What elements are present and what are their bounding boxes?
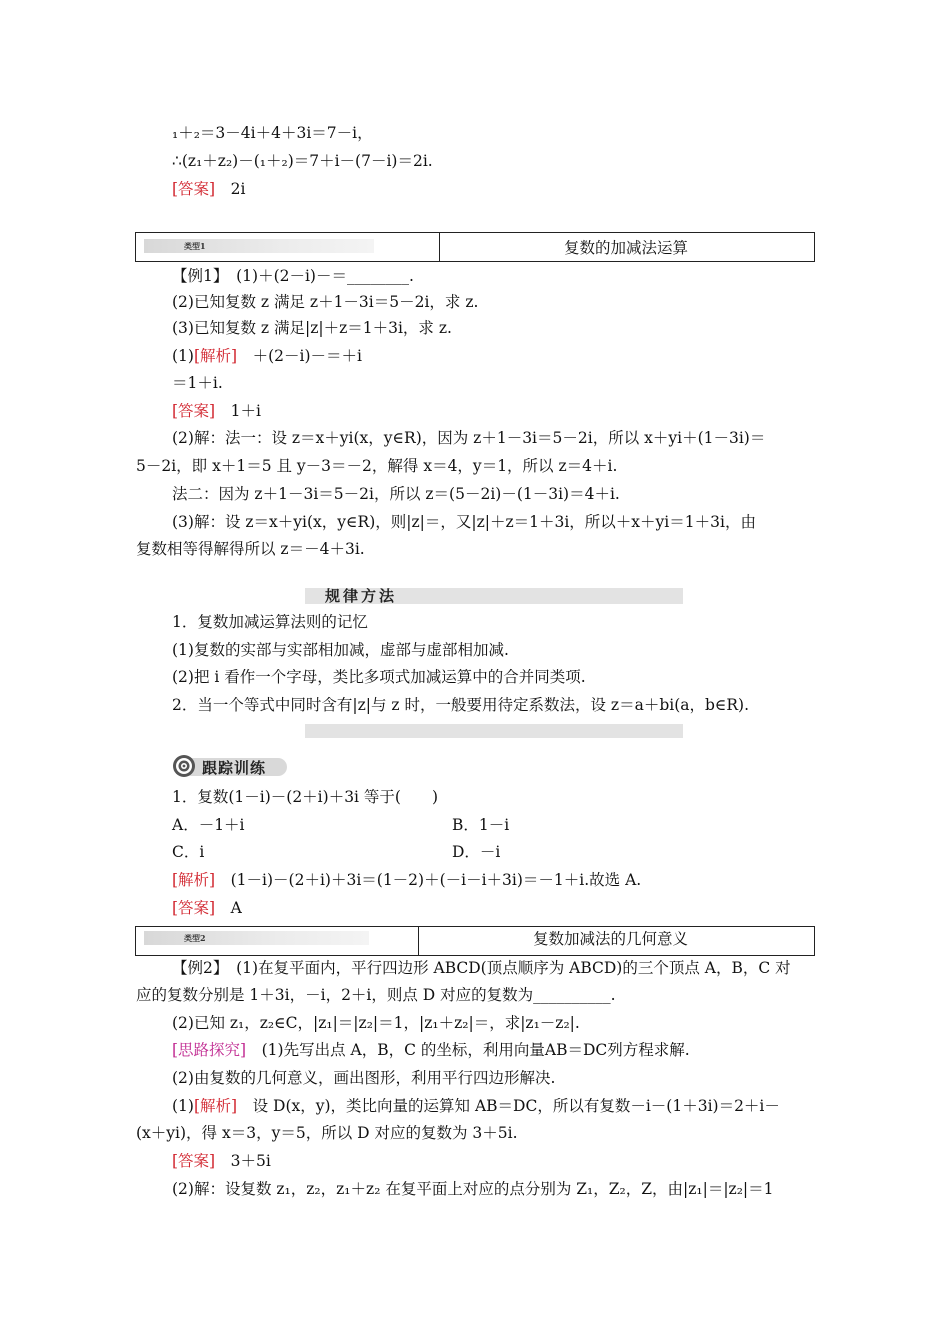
answer-tag: [答案] (172, 180, 216, 198)
answer-tag: [答案] (172, 402, 216, 420)
answer-value: A (230, 899, 242, 917)
part-number: (1) (172, 1097, 194, 1115)
analysis-line (172, 870, 641, 890)
method-line: (1)复数的实部与实部相加减，虚部与虚部相加减. (172, 641, 509, 659)
header-divider (418, 927, 419, 955)
training-label: 跟踪训练 (202, 759, 267, 777)
type-label-bar (144, 239, 374, 253)
method-bottom-bar (305, 724, 683, 738)
question-line: 1．复数(1－i)－(2＋i)＋3i 等于( ) (172, 788, 439, 806)
section-header-type1 (135, 232, 815, 262)
method-line: 2．当一个等式中同时含有|z|与 z 时，一般要用待定系数法，设 z＝a＋bi(a，b∈R). (172, 696, 750, 714)
type-tag: 类型2 (184, 933, 206, 943)
section-title: 复数的加减法运算 (564, 239, 689, 257)
analysis-line (172, 346, 362, 366)
solution-line: (2)解：法一：设 z＝x＋yi(x，y∈R)，因为 z＋1－3i＝5－2i，所以 x＋yi＋(1－3i)＝ (172, 429, 766, 447)
answer-line (172, 401, 261, 421)
type-label-bar (144, 931, 369, 945)
section-header-type2 (135, 926, 815, 956)
type-tag: 类型1 (184, 241, 206, 251)
option-b: B．1－i (452, 816, 510, 834)
analysis-tag: [解析] (193, 1097, 238, 1115)
analysis-tag: [解析] (193, 347, 238, 365)
answer-tag: [答案] (172, 899, 216, 917)
method-heading: 规律方法 (325, 587, 398, 605)
idea-line (172, 1040, 690, 1060)
analysis-text: ＋(2－i)－＝＋i (237, 347, 362, 365)
analysis-text: 设 D(x，y)，类比向量的运算知 AB＝DC，所以有复数－i－(1＋3i)＝2＋i－ (252, 1097, 780, 1115)
solution-line: (2)解：设复数 z₁，z₂，z₁＋z₂ 在复平面上对应的点分别为 Z₁，Z₂，Z，由|z₁|＝|z₂|＝1 (172, 1180, 774, 1198)
option-a: A．－1＋i (172, 816, 245, 834)
solution-line: 复数相等得解得所以 z＝－4＋3i. (136, 540, 365, 558)
option-d: D．－i (452, 843, 501, 861)
question-line: (2)已知 z₁，z₂∈C，|z₁|＝|z₂|＝1，|z₁＋z₂|＝，求|z₁－z₂|. (172, 1014, 580, 1032)
analysis-text: (1－i)－(2＋i)＋3i＝(1－2)＋(－i－i＋3i)＝－1＋i.故选 A. (230, 871, 642, 889)
solution-line: 法二：因为 z＋1－3i＝5－2i，所以 z＝(5－2i)－(1－3i)＝4＋i. (172, 485, 620, 503)
answer-value: 3＋5i (230, 1152, 271, 1170)
idea-text: (1)先写出点 A，B，C 的坐标，利用向量AB＝DC列方程求解. (261, 1041, 690, 1059)
training-heading (172, 754, 287, 778)
question-line: 【例1】 (1)＋(2－i)－＝________. (172, 267, 414, 285)
idea-tag: [思路探究] (172, 1041, 247, 1059)
question-line: (3)已知复数 z 满足|z|＋z＝1＋3i，求 z. (172, 319, 452, 337)
solution-line: (3)解：设 z＝x＋yi(x，y∈R)，则|z|＝，又|z|＋z＝1＋3i，所以＋x＋yi＝1＋3i，由 (172, 513, 756, 531)
analysis-tag: [解析] (172, 871, 216, 889)
answer-value: 1＋i (230, 402, 261, 420)
equation-line: ₁＋₂＝3－4i＋4＋3i＝7－i， (172, 124, 373, 142)
answer-line (172, 898, 242, 918)
target-icon (172, 754, 196, 778)
equation-line: ∴(z₁＋z₂)－(₁＋₂)＝7＋i－(7－i)＝2i. (172, 152, 433, 170)
question-line: 【例2】 (1)在复平面内，平行四边形 ABCD(顶点顺序为 ABCD)的三个顶点 A，B，C 对 (172, 959, 791, 977)
section-title: 复数加减法的几何意义 (533, 930, 689, 948)
question-line: 应的复数分别是 1＋3i，－i，2＋i，则点 D 对应的复数为__________. (136, 986, 616, 1004)
analysis-line (172, 1096, 780, 1116)
part-number: (1) (172, 347, 194, 365)
answer-line (172, 179, 245, 199)
idea-line: (2)由复数的几何意义，画出图形，利用平行四边形解决. (172, 1069, 556, 1087)
question-line: (2)已知复数 z 满足 z＋1－3i＝5－2i，求 z. (172, 293, 479, 311)
analysis-line: (x＋yi)，得 x＝3，y＝5，所以 D 对应的复数为 3＋5i. (136, 1124, 518, 1142)
answer-line (172, 1151, 271, 1171)
header-divider (439, 233, 440, 261)
solution-line: 5－2i，即 x＋1＝5 且 y－3＝－2，解得 x＝4，y＝1，所以 z＝4＋i. (136, 457, 618, 475)
answer-value: 2i (230, 180, 246, 198)
method-line: (2)把 i 看作一个字母，类比多项式加减运算中的合并同类项. (172, 668, 586, 686)
analysis-line: ＝1＋i. (172, 374, 223, 392)
answer-tag: [答案] (172, 1152, 216, 1170)
option-c: C．i (172, 843, 205, 861)
method-line: 1．复数加减运算法则的记忆 (172, 613, 368, 631)
method-heading-bar (305, 588, 683, 604)
